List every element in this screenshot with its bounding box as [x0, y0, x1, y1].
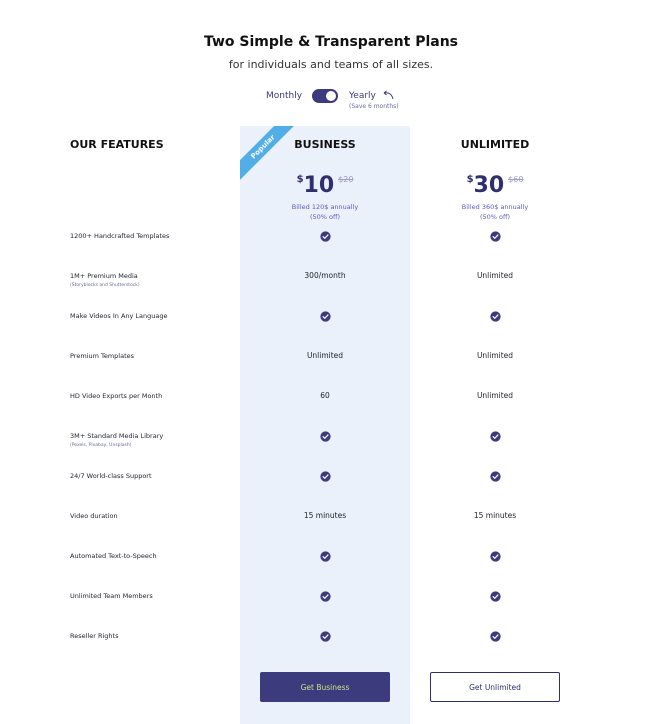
feature-row [0, 432, 662, 452]
page-subtitle: for individuals and teams of all sizes. [228, 58, 434, 71]
feature-row [0, 632, 662, 652]
unlimited-feature-cell [410, 228, 580, 244]
feature-note: (Storyblocks and Shutterstock) [70, 283, 140, 288]
business-amount: 10 [303, 173, 335, 198]
business-feature-value: 15 minutes [303, 511, 347, 520]
check-circle-icon [320, 591, 331, 602]
unlimited-billed-note: Billed 360$ annually [461, 203, 529, 211]
feature-name: 1M+ Premium Media [70, 272, 138, 280]
feature-name: Reseller Rights [70, 632, 119, 640]
unlimited-old-price: $60 [508, 175, 524, 184]
feature-row [0, 272, 662, 292]
feature-row [0, 512, 662, 532]
business-billed-note: Billed 120$ annually [291, 203, 359, 211]
feature-row [0, 592, 662, 612]
unlimited-feature-cell [410, 468, 580, 484]
business-feature-cell [240, 308, 410, 324]
billing-toggle-switch[interactable] [312, 89, 338, 103]
business-feature-cell [240, 548, 410, 564]
business-plan-name: BUSINESS [294, 138, 356, 151]
check-circle-icon [320, 551, 331, 562]
business-feature-value: 60 [320, 391, 330, 400]
feature-row [0, 312, 662, 332]
feature-name: Unlimited Team Members [70, 592, 153, 600]
check-circle-icon [490, 471, 501, 482]
feature-name: Make Videos In Any Language [70, 312, 168, 320]
check-circle-icon [490, 551, 501, 562]
feature-row [0, 232, 662, 252]
check-circle-icon [490, 631, 501, 642]
business-feature-value: Unlimited [306, 351, 344, 360]
check-circle-icon [320, 471, 331, 482]
yearly-label[interactable]: Yearly [349, 91, 376, 101]
check-circle-icon [320, 631, 331, 642]
business-feature-cell [240, 228, 410, 244]
feature-name: HD Video Exports per Month [70, 392, 163, 400]
business-feature-cell [240, 468, 410, 484]
unlimited-feature-cell [410, 548, 580, 564]
unlimited-plan-name: UNLIMITED [460, 138, 530, 151]
unlimited-feature-cell [410, 628, 580, 644]
popular-badge: Popular [240, 126, 300, 184]
feature-name: 3M+ Standard Media Library [70, 432, 164, 440]
business-feature-cell [240, 588, 410, 604]
feature-name: 1200+ Handcrafted Templates [70, 232, 170, 240]
business-feature-value: 300/month [304, 271, 346, 280]
feature-name: Premium Templates [70, 352, 135, 360]
business-discount-note: (50% off) [309, 213, 341, 221]
business-price [297, 172, 335, 200]
business-currency: $ [296, 174, 304, 185]
unlimited-feature-cell [410, 588, 580, 604]
get-business-button[interactable]: Get Business [260, 672, 390, 702]
toggle-knob [326, 91, 336, 101]
business-feature-cell [240, 428, 410, 444]
unlimited-feature-value: Unlimited [476, 351, 514, 360]
business-feature-cell [240, 628, 410, 644]
unlimited-discount-note: (50% off) [479, 213, 511, 221]
unlimited-feature-cell [410, 308, 580, 324]
unlimited-feature-value: Unlimited [476, 271, 514, 280]
feature-name: 24/7 World-class Support [70, 472, 152, 480]
unlimited-feature-cell [410, 428, 580, 444]
feature-row [0, 392, 662, 412]
check-circle-icon [320, 311, 331, 322]
check-circle-icon [490, 311, 501, 322]
curved-arrow-icon [381, 88, 395, 102]
unlimited-feature-value: Unlimited [476, 391, 514, 400]
feature-row [0, 472, 662, 492]
feature-row [0, 352, 662, 372]
business-price-block [240, 172, 410, 222]
get-unlimited-button[interactable]: Get Unlimited [430, 672, 560, 702]
billing-toggle-row [0, 88, 662, 112]
unlimited-price-block [410, 172, 580, 222]
page-title: Two Simple & Transparent Plans [203, 34, 459, 50]
check-circle-icon [490, 591, 501, 602]
unlimited-currency: $ [466, 174, 474, 185]
check-circle-icon [320, 231, 331, 242]
business-old-price: $20 [338, 175, 354, 184]
feature-name: Automated Text-to-Speech [70, 552, 157, 560]
unlimited-feature-value: 15 minutes [473, 511, 517, 520]
unlimited-amount: 30 [473, 173, 505, 198]
monthly-label[interactable]: Monthly [266, 91, 303, 101]
check-circle-icon [490, 431, 501, 442]
check-circle-icon [320, 431, 331, 442]
feature-note: (Pexels, Pixabay, Unsplash) [70, 443, 132, 448]
feature-name: Video duration [70, 512, 118, 520]
save-note: (Save 6 months) [349, 103, 399, 110]
check-circle-icon [490, 231, 501, 242]
unlimited-price [467, 172, 505, 200]
feature-row [0, 552, 662, 572]
features-heading: OUR FEATURES [70, 138, 164, 151]
